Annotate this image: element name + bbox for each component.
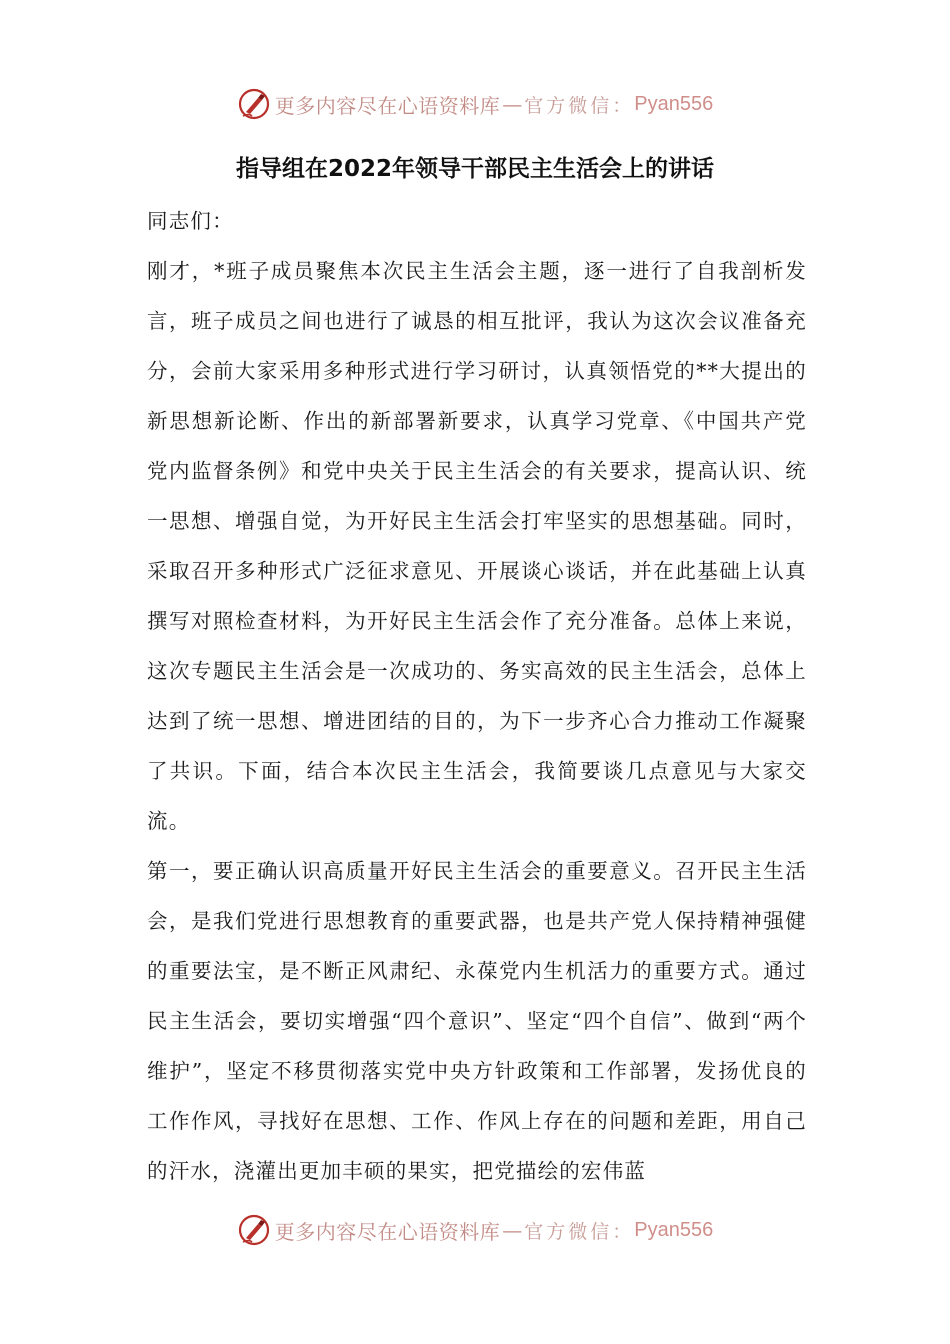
paragraph-1: 刚才，*班子成员聚焦本次民主生活会主题，逐一进行了自我剖析发言，班子成员之间也进行了诚恳的相互批评，我认为这次会议准备充分，会前大家采用多种形式进行学习研讨，认真领悟党的**大提出的新思想新论断、作出的新部署新要求，认真学习党章、《中国共产党党内监督条例》和党中央关于民主生活会的有关要求，提高认识、统一思想、增强自觉，为开好民主生活会打牢坚实的思想基础。同时，采取召开多种形式广泛征求意见、开展谈心谈话，并在此基础上认真撰写对照检查材料，为开好民主生活会作了充分准备。总体上来说，这次专题民主生活会是一次成功的、务实高效的民主生活会，总体上达到了统一思想、增进团结的目的，为下一步齐心合力推动工作凝聚了共识。下面，结合本次民主生活会，我简要谈几点意见与大家交流。 [147,259,807,833]
paragraph-2: 第一，要正确认识高质量开好民主生活会的重要意义。召开民主生活会，是我们党进行思想教育的重要武器，也是共产党人保持精神强健的重要法宝，是不断正风肃纪、永葆党内生机活力的重要方式。通过民主生活会，要切实增强“四个意识”、坚定“四个自信”、做到“两个维护”，坚定不移贯彻落实党中央方针政策和工作部署，发扬优良的工作作风，寻找好在思想、工作、作风上存在的问题和差距，用自己的汗水，浇灌出更加丰硕的果实，把党描绘的宏伟蓝 [147,859,807,1183]
pen-circle-icon [237,1213,271,1247]
wechat-label: 官方微信： [524,94,635,117]
wechat-label: 官方微信： [524,1220,635,1243]
document-body [147,196,807,1196]
wechat-id: Pyan556 [634,1218,714,1241]
salutation: 同志们： [147,209,234,233]
brand-text: 更多内容尽在心语资料库 [274,1219,501,1244]
header-watermark [0,84,950,124]
brand-text: 更多内容尽在心语资料库 [274,93,501,118]
wechat-id: Pyan556 [634,92,714,115]
brand-separator: — [502,92,523,116]
document-title: 指导组在2022年领导干部民主生活会上的讲话 [235,156,714,182]
brand-separator: — [502,1218,523,1242]
pen-circle-icon [237,87,271,121]
footer-watermark [0,1210,950,1250]
